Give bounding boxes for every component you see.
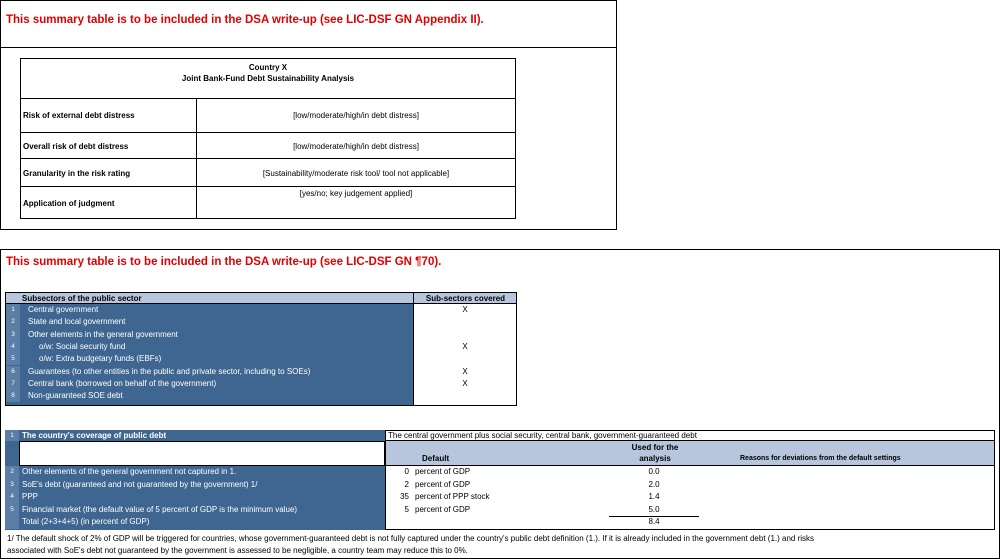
total-value: 8.4 <box>648 517 660 526</box>
row-number: 1 <box>6 304 20 316</box>
summary-row-label: Application of judgment <box>23 199 115 208</box>
coverage-table <box>5 430 995 531</box>
row-number: 2 <box>6 316 20 328</box>
coverage-note: This summary table is to be included in the DSA write-up (see LIC-DSF GN ¶70). <box>6 256 442 268</box>
summary-row-value: [low/moderate/high/in debt distress] <box>196 99 515 132</box>
subsector-row <box>6 378 516 390</box>
default-unit: percent of GDP <box>415 479 471 489</box>
row-number <box>5 516 19 529</box>
summary-row <box>21 187 515 218</box>
subsector-label: Central bank (borrowed on behalf of the government) <box>28 378 217 388</box>
divider <box>1 47 616 48</box>
subsectors-header <box>6 293 516 304</box>
summary-row-value: [Sustainability/moderate risk tool/ tool not applicable] <box>196 159 515 186</box>
subsectors-header-covered: Sub-sectors covered <box>413 293 517 304</box>
summary-row-value: [yes/no; key judgement applied] <box>196 187 515 218</box>
covered-mark: X <box>462 305 468 314</box>
subsectors-header-label: Subsectors of the public sector <box>22 294 142 303</box>
row-number: 1 <box>5 430 19 441</box>
subsector-row <box>6 304 516 316</box>
header-default: Default <box>422 454 450 463</box>
subsector-row <box>6 353 516 365</box>
row-number: 4 <box>6 341 20 353</box>
row-number: 5 <box>6 353 20 365</box>
summary-row-label: Granularity in the risk rating <box>23 169 131 178</box>
coverage-row <box>5 504 995 517</box>
summary-title-country: Country X <box>248 63 288 72</box>
subsector-label: State and local government <box>28 317 126 327</box>
subsector-row <box>6 341 516 353</box>
summary-row-label: Risk of external debt distress <box>23 111 135 120</box>
subsector-label: Other elements in the general government <box>28 329 178 339</box>
used-value: 1.4 <box>648 492 660 501</box>
summary-row <box>21 159 515 187</box>
summary-title-analysis: Joint Bank-Fund Debt Sustainability Analysis <box>181 74 355 83</box>
coverage-total-row <box>5 516 995 529</box>
coverage-blank-cell <box>19 441 385 466</box>
summary-row <box>21 133 515 159</box>
footnote-line-2: associated with SoE's debt not guaranteed by the government is assessed to be negligible, a country team may reduce this to 0%. <box>7 546 468 555</box>
subsector-label: Non-guaranteed SOE debt <box>28 391 123 401</box>
row-number: 7 <box>6 378 20 390</box>
default-unit: percent of GDP <box>415 467 471 476</box>
coverage-row-label: SoE's debt (guaranteed and not guaranteed by the government) 1/ <box>22 479 258 489</box>
row-number: 4 <box>5 491 19 504</box>
summary-note: This summary table is to be included in the DSA write-up (see LIC-DSF GN Appendix II). <box>6 14 484 26</box>
row-number: 5 <box>5 504 19 517</box>
row-number: 8 <box>6 390 20 402</box>
row-number: 2 <box>5 466 19 479</box>
used-value: 2.0 <box>648 479 660 489</box>
total-label: Total (2+3+4+5) (in percent of GDP) <box>22 517 150 526</box>
summary-row-value: [low/moderate/high/in debt distress] <box>196 133 515 158</box>
subsector-label: o/w: Social security fund <box>39 341 126 351</box>
coverage-row <box>5 479 995 492</box>
coverage-row-label: Other elements of the general government not captured in 1. <box>22 467 237 476</box>
subsector-row <box>6 329 516 341</box>
default-value: 0 <box>404 467 409 476</box>
coverage-section <box>0 249 1000 559</box>
coverage-label: The country's coverage of public debt <box>22 431 167 440</box>
default-value: 2 <box>404 479 409 489</box>
header-used-line2: analysis <box>639 454 671 463</box>
coverage-row <box>5 466 995 479</box>
subsector-label: o/w: Extra budgetary funds (EBFs) <box>39 354 162 364</box>
subsectors-table <box>5 292 517 406</box>
default-unit: percent of GDP <box>415 504 471 514</box>
covered-mark: X <box>462 341 468 351</box>
summary-row <box>21 99 515 133</box>
coverage-row-label: PPP <box>22 492 39 501</box>
default-value: 35 <box>400 492 409 501</box>
coverage-row <box>5 491 995 504</box>
coverage-description: The central government plus social security, central bank, government-guaranteed debt <box>385 430 995 441</box>
header-used-line1: Used for the <box>631 443 679 452</box>
header-reasons: Reasons for deviations from the default settings <box>740 455 901 462</box>
summary-table-header <box>21 59 515 99</box>
footnote-line-1: 1/ The default shock of 2% of GDP will be triggered for countries, whose government-guaranteed debt is not fully captured under the country's public debt definition (1.). If it is already included in the government debt (1.) and risks <box>7 534 815 543</box>
row-number: 3 <box>6 329 20 341</box>
row-number: 6 <box>6 366 20 378</box>
subsector-row <box>6 316 516 328</box>
subsector-row <box>6 366 516 378</box>
coverage-column-header <box>385 441 995 466</box>
header-used <box>610 442 700 464</box>
used-value: 0.0 <box>648 467 660 476</box>
coverage-main-row <box>5 430 385 441</box>
subsector-row <box>6 390 516 402</box>
summary-section <box>0 0 617 230</box>
covered-mark: X <box>462 366 468 376</box>
row-number: 3 <box>5 479 19 492</box>
coverage-row-label: Financial market (the default value of 5 percent of GDP is the minimum value) <box>22 504 298 514</box>
covered-mark: X <box>462 378 468 388</box>
default-unit: percent of PPP stock <box>415 492 490 501</box>
summary-table <box>20 58 516 219</box>
subsector-label: Central government <box>28 305 99 314</box>
subsector-label: Guarantees (to other entities in the public and private sector, including to SOEs) <box>28 366 311 376</box>
default-value: 5 <box>404 504 409 514</box>
used-value: 5.0 <box>609 504 699 518</box>
summary-row-label: Overall risk of debt distress <box>23 142 129 151</box>
